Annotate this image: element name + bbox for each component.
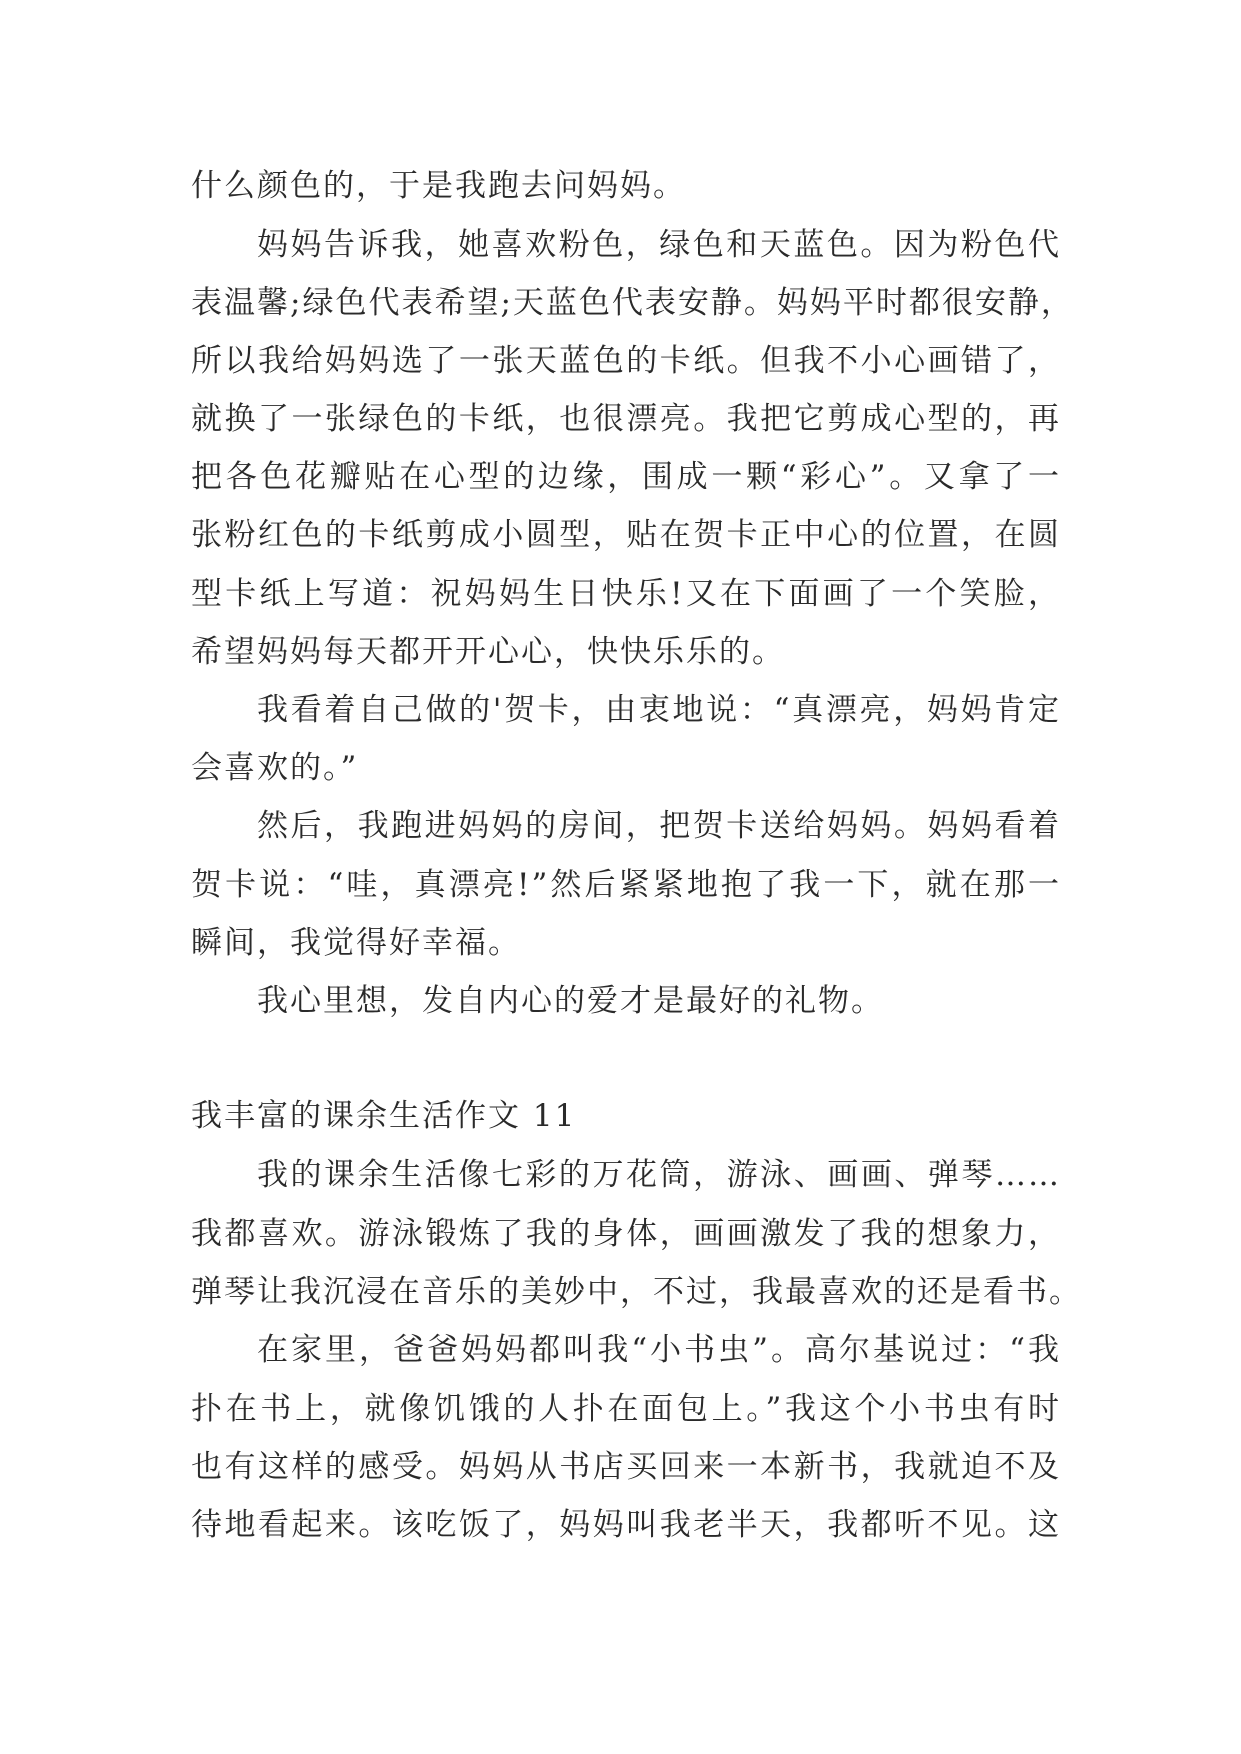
text-line: 表温馨;绿色代表希望;天蓝色代表安静。妈妈平时都很安静，	[191, 285, 1074, 321]
paragraph-line: 妈妈告诉我，她喜欢粉色，绿色和天蓝色。因为粉色代	[257, 227, 1061, 263]
text-line: 也有这样的感受。妈妈从书店买回来一本新书，我就迫不及	[191, 1449, 1061, 1485]
text-line: 什么颜色的，于是我跑去问妈妈。	[191, 168, 686, 204]
text-line: 所以我给妈妈选了一张天蓝色的卡纸。但我不小心画错了，	[191, 343, 1061, 379]
text-line: 希望妈妈每天都开开心心，快快乐乐的。	[191, 634, 785, 670]
paragraph-line: 我心里想，发自内心的爱才是最好的礼物。	[257, 983, 884, 1019]
paragraph-line: 在家里，爸爸妈妈都叫我“小书虫”。高尔基说过：“我	[257, 1332, 1061, 1368]
text-line: 型卡纸上写道：祝妈妈生日快乐!又在下面画了一个笑脸，	[191, 576, 1061, 612]
paragraph-line: 我的课余生活像七彩的万花筒，游泳、画画、弹琴……	[257, 1157, 1061, 1193]
text-line: 贺卡说：“哇，真漂亮!”然后紧紧地抱了我一下，就在那一	[191, 867, 1061, 903]
text-line: 就换了一张绿色的卡纸，也很漂亮。我把它剪成心型的，再	[191, 401, 1061, 437]
section-heading: 我丰富的课余生活作文 11	[191, 1098, 577, 1134]
text-line: 扑在书上，就像饥饿的人扑在面包上。”我这个小书虫有时	[191, 1391, 1061, 1427]
text-line: 瞬间，我觉得好幸福。	[191, 925, 521, 961]
text-line: 弹琴让我沉浸在音乐的美妙中，不过，我最喜欢的还是看书。	[191, 1274, 1082, 1310]
paragraph-line: 然后，我跑进妈妈的房间，把贺卡送给妈妈。妈妈看着	[257, 808, 1061, 844]
text-line: 把各色花瓣贴在心型的边缘，围成一颗“彩心”。又拿了一	[191, 459, 1061, 495]
paragraph-line: 我看着自己做的'贺卡，由衷地说：“真漂亮，妈妈肯定	[257, 692, 1061, 728]
text-line: 张粉红色的卡纸剪成小圆型，贴在贺卡正中心的位置，在圆	[191, 517, 1061, 553]
text-line: 我都喜欢。游泳锻炼了我的身体，画画激发了我的想象力，	[191, 1216, 1061, 1252]
text-line: 会喜欢的。”	[191, 750, 359, 786]
text-line: 待地看起来。该吃饭了，妈妈叫我老半天，我都听不见。这	[191, 1507, 1061, 1543]
